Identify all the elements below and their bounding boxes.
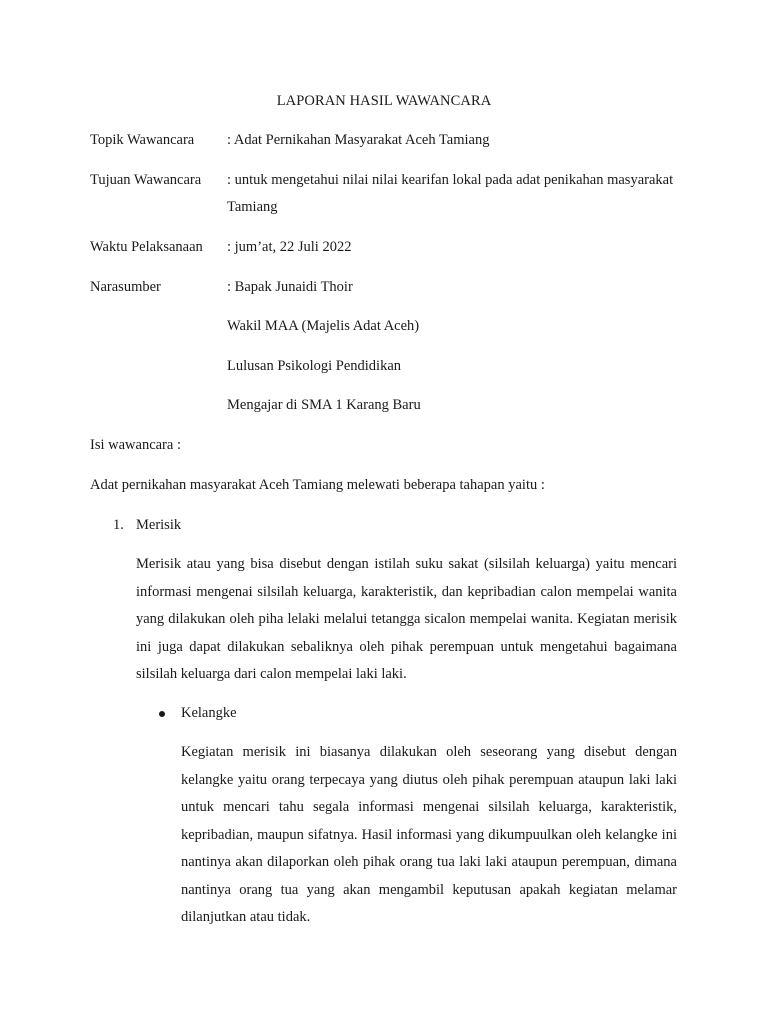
narasumber-detail: Mengajar di SMA 1 Karang Baru — [227, 397, 421, 413]
meta-value: : Bapak Junaidi Thoir — [227, 279, 353, 295]
list-number: 1. — [113, 517, 124, 533]
meta-label: Tujuan Wawancara — [90, 172, 202, 188]
paragraph-text: Merisik atau yang bisa disebut dengan istilah suku sakat (silsilah keluarga) yaitu mencari informasi mengenai silsilah keluarga, karakteristik, dan kepribadian calon mempelai wanita yang dilakukan oleh piha lelaki melalui tetangga sicalon mempelai wanita. Kegiatan merisik ini juga dapat dilakukan sebaliknya oleh pihak perempuan untuk mengetahui bagaimana silsilah keluarga dari calon mempelai laki laki. — [136, 556, 677, 682]
paragraph-text: Kegiatan merisik ini biasanya dilakukan oleh seseorang yang disebut dengan kelangke yaitu orang terpecaya yang diutus oleh pihak perempuan ataupun laki laki untuk mencari tahu segala informasi mengenai silsilah keluarga, karakteristik, kepribadian, maupun sifatnya. Hasil informasi yang dikumpuulkan oleh kelangke ini nantinya akan dilaporkan oleh pihak orang tua laki laki ataupun perempuan, dimana nantinya orang tua yang akan mengambil keputusan apakah kegiatan melamar dilanjutkan atau tidak. — [181, 744, 677, 925]
meta-label: Narasumber — [90, 279, 161, 295]
meta-value: : jum’at, 22 Juli 2022 — [227, 239, 352, 255]
meta-value: : untuk mengetahui nilai nilai kearifan lokal pada adat penikahan masyarakat Tamiang — [227, 172, 674, 215]
list-paragraph — [136, 551, 677, 689]
list-heading: Merisik — [136, 517, 182, 533]
bullet-paragraph — [181, 739, 677, 932]
bullet-heading: Kelangke — [181, 705, 237, 721]
narasumber-detail: Lulusan Psikologi Pendidikan — [227, 358, 401, 374]
page-title: LAPORAN HASIL WAWANCARA — [276, 93, 492, 109]
meta-label: Waktu Pelaksanaan — [90, 239, 203, 255]
narasumber-detail: Wakil MAA (Majelis Adat Aceh) — [227, 318, 420, 334]
intro-text: Adat pernikahan masyarakat Aceh Tamiang melewati beberapa tahapan yaitu : — [90, 477, 545, 493]
meta-value: : Adat Pernikahan Masyarakat Aceh Tamiang — [227, 132, 490, 148]
isi-label: Isi wawancara : — [90, 437, 181, 453]
bullet-icon — [159, 711, 165, 717]
meta-label: Topik Wawancara — [90, 132, 195, 148]
